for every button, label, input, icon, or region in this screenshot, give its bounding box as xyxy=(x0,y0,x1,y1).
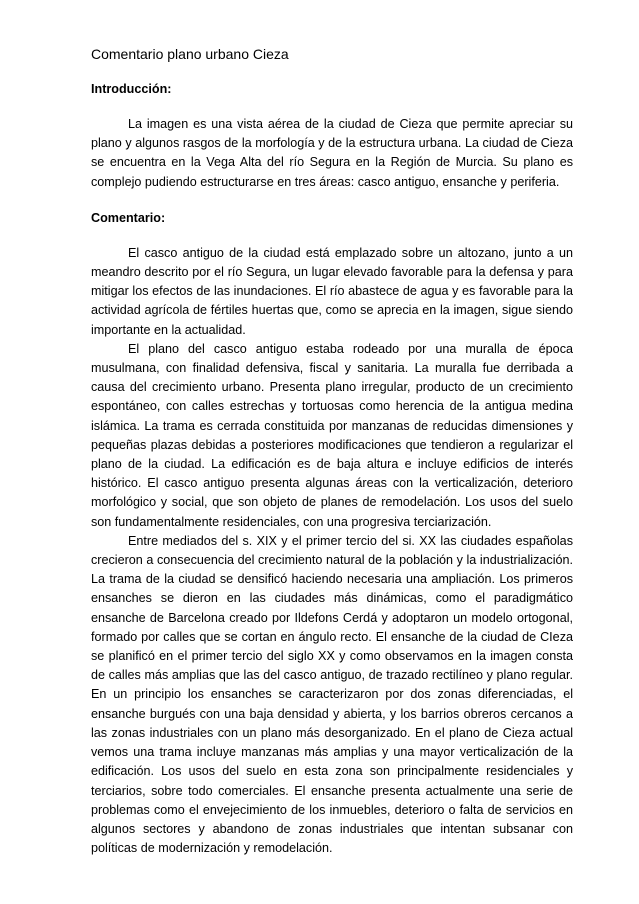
intro-paragraph-1: La imagen es una vista aérea de la ciudad de Cieza que permite apreciar su plano y algunos rasgos de la morfología y de la estructura urbana. La ciudad de Cieza se encuentra en la Vega Alta del río Segura en la Región de Murcia. Su plano es complejo pudiendo estructurarse en tres áreas: casco antiguo, ensanche y periferia. xyxy=(91,117,573,189)
document-title: Comentario plano urbano Cieza xyxy=(91,46,289,62)
comment-heading: Comentario: xyxy=(91,210,166,225)
comment-paragraph-3: Entre mediados del s. XIX y el primer tercio del si. XX las ciudades españolas crecieron a consecuencia del crecimiento natural de la población y la industrialización. La trama de la ciudad se densificó haciendo necesaria una ampliación. Los primeros ensanches se dieron en las ciudades más dinámicas, como el paradigmático ensanche de Barcelona creado por Ildefons Cerdá y adoptaron un modelo ortogonal, formado por calles que se cortan en ángulo recto. El ensanche de la ciudad de CIeza se planificó en el primer tercio del siglo XX y como observamos en la imagen consta de calles más amplias que las del casco antiguo, de trazado rectilíneo y plano regular. En un principio los ensanches se caracterizaron por dos zonas diferenciadas, el ensanche burgués con una baja densidad y abierta, y los barrios obreros cercanos a las zonas industriales con un plano más desorganizado. En el plano de Cieza actual vemos una trama incluye manzanas más amplias y una mayor verticalización de la edificación. Los usos del suelo en esta zona son principalmente residenciales y terciarios, sobre todo comerciales. El ensanche presenta actualmente una serie de problemas como el envejecimiento de los inmuebles, deterioro o falta de servicios en algunos sectores y abandono de zonas industriales que intentan subsanar con políticas de modernización y remodelación. xyxy=(91,533,573,856)
comment-paragraph-2: El plano del casco antiguo estaba rodeado por una muralla de época musulmana, con finalidad defensiva, fiscal y sanitaria. La muralla fue derribada a causa del crecimiento urbano. Presenta plano irregular, producto de un crecimiento espontáneo, con calles estrechas y tortuosas como herencia de la antigua medina islámica. La trama es cerrada constituida por manzanas de reducidas dimensiones y pequeñas plazas debidas a posteriores modificaciones que tendieron a regularizar el plano de la ciudad. La edificación es de baja altura e incluye edificios de interés histórico. El casco antiguo presenta algunas áreas con la verticalización, deterioro morfológico y social, que son objeto de planes de remodelación. Los usos del suelo son fundamentalmente residenciales, con una progresiva terciarización. xyxy=(91,341,573,529)
section-spacer xyxy=(91,192,573,210)
intro-heading: Introducción: xyxy=(91,82,172,96)
comment-paragraph-1: El casco antiguo de la ciudad está emplazado sobre un altozano, junto a un meandro descrito por el río Segura, un lugar elevado favorable para la defensa y para mitigar los efectos de las inundaciones. El río abastece de agua y es favorable para la actividad agrícola de fértiles huertas que, como se aprecia en la imagen, sigue siendo importante en la actualidad. xyxy=(91,245,573,337)
